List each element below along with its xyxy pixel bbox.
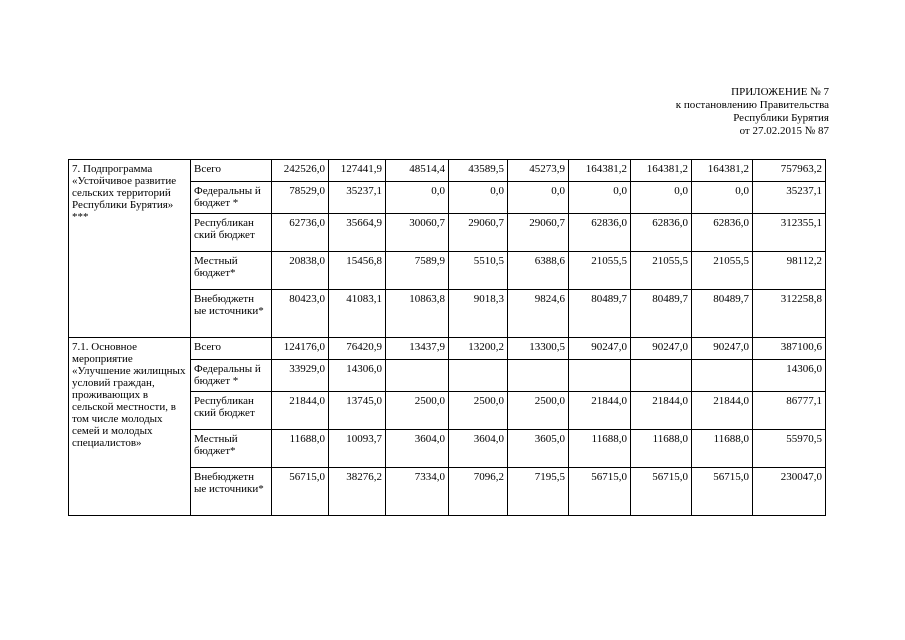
value-cell: 164381,2 xyxy=(692,160,753,182)
value-cell: 21055,5 xyxy=(569,252,631,290)
value-cell: 41083,1 xyxy=(329,290,386,338)
value-cell: 21055,5 xyxy=(631,252,692,290)
value-cell: 2500,0 xyxy=(508,392,569,430)
value-cell xyxy=(449,360,508,392)
value-cell: 2500,0 xyxy=(386,392,449,430)
funding-source: Федеральны й бюджет * xyxy=(191,360,272,392)
value-cell: 13300,5 xyxy=(508,338,569,360)
value-cell: 33929,0 xyxy=(272,360,329,392)
value-cell: 124176,0 xyxy=(272,338,329,360)
value-cell: 29060,7 xyxy=(449,214,508,252)
value-cell: 0,0 xyxy=(569,182,631,214)
value-cell: 5510,5 xyxy=(449,252,508,290)
value-cell: 21844,0 xyxy=(569,392,631,430)
value-cell: 7096,2 xyxy=(449,468,508,516)
table-row xyxy=(69,338,826,360)
value-cell: 21055,5 xyxy=(692,252,753,290)
total-cell: 14306,0 xyxy=(753,360,826,392)
funding-source: Внебюджетн ые источники* xyxy=(191,290,272,338)
value-cell: 56715,0 xyxy=(272,468,329,516)
value-cell: 0,0 xyxy=(631,182,692,214)
total-cell: 230047,0 xyxy=(753,468,826,516)
total-cell: 86777,1 xyxy=(753,392,826,430)
funding-source: Республикан ский бюджет xyxy=(191,392,272,430)
total-cell: 312355,1 xyxy=(753,214,826,252)
funding-source: Всего xyxy=(191,338,272,360)
value-cell: 43589,5 xyxy=(449,160,508,182)
value-cell: 0,0 xyxy=(692,182,753,214)
value-cell: 2500,0 xyxy=(449,392,508,430)
value-cell xyxy=(631,360,692,392)
funding-source: Федеральны й бюджет * xyxy=(191,182,272,214)
total-cell: 387100,6 xyxy=(753,338,826,360)
value-cell: 10093,7 xyxy=(329,430,386,468)
value-cell: 13200,2 xyxy=(449,338,508,360)
total-cell: 55970,5 xyxy=(753,430,826,468)
value-cell: 62836,0 xyxy=(569,214,631,252)
value-cell: 21844,0 xyxy=(631,392,692,430)
value-cell: 13437,9 xyxy=(386,338,449,360)
document-header xyxy=(676,86,829,138)
value-cell: 15456,8 xyxy=(329,252,386,290)
value-cell xyxy=(508,360,569,392)
value-cell: 164381,2 xyxy=(631,160,692,182)
funding-source: Республикан ский бюджет xyxy=(191,214,272,252)
value-cell: 90247,0 xyxy=(692,338,753,360)
value-cell: 7195,5 xyxy=(508,468,569,516)
total-cell: 35237,1 xyxy=(753,182,826,214)
value-cell: 48514,4 xyxy=(386,160,449,182)
value-cell: 45273,9 xyxy=(508,160,569,182)
value-cell: 10863,8 xyxy=(386,290,449,338)
value-cell: 80489,7 xyxy=(692,290,753,338)
value-cell: 35664,9 xyxy=(329,214,386,252)
value-cell: 35237,1 xyxy=(329,182,386,214)
value-cell: 90247,0 xyxy=(631,338,692,360)
value-cell: 9824,6 xyxy=(508,290,569,338)
value-cell: 127441,9 xyxy=(329,160,386,182)
value-cell xyxy=(692,360,753,392)
value-cell: 242526,0 xyxy=(272,160,329,182)
value-cell: 56715,0 xyxy=(692,468,753,516)
value-cell: 30060,7 xyxy=(386,214,449,252)
value-cell: 80489,7 xyxy=(569,290,631,338)
value-cell: 62836,0 xyxy=(692,214,753,252)
value-cell: 11688,0 xyxy=(692,430,753,468)
value-cell: 29060,7 xyxy=(508,214,569,252)
value-cell xyxy=(386,360,449,392)
value-cell: 62736,0 xyxy=(272,214,329,252)
value-cell: 56715,0 xyxy=(569,468,631,516)
value-cell: 7589,9 xyxy=(386,252,449,290)
funding-source: Местный бюджет* xyxy=(191,430,272,468)
total-cell: 98112,2 xyxy=(753,252,826,290)
table-row xyxy=(69,160,826,182)
value-cell: 3604,0 xyxy=(449,430,508,468)
value-cell: 38276,2 xyxy=(329,468,386,516)
value-cell: 11688,0 xyxy=(272,430,329,468)
value-cell: 0,0 xyxy=(508,182,569,214)
resolution-ref: к постановлению Правительства xyxy=(675,99,829,111)
value-cell: 9018,3 xyxy=(449,290,508,338)
value-cell: 90247,0 xyxy=(569,338,631,360)
value-cell: 76420,9 xyxy=(329,338,386,360)
value-cell: 3605,0 xyxy=(508,430,569,468)
republic-name: Республики Бурятия xyxy=(733,112,829,124)
value-cell: 11688,0 xyxy=(569,430,631,468)
budget-table xyxy=(68,159,826,516)
resolution-date: от 27.02.2015 № 87 xyxy=(739,125,829,137)
program-title: 7.1. Основное мероприятие «Улучшение жилищных условий граждан, проживающих в сельской местности, в том числе молодых семей и молодых специалистов» xyxy=(69,338,191,516)
program-title: 7. Подпрограмма «Устойчивое развитие сельских территорий Республики Бурятия» *** xyxy=(69,160,191,338)
value-cell: 0,0 xyxy=(449,182,508,214)
value-cell: 13745,0 xyxy=(329,392,386,430)
value-cell: 62836,0 xyxy=(631,214,692,252)
value-cell: 0,0 xyxy=(386,182,449,214)
value-cell: 78529,0 xyxy=(272,182,329,214)
value-cell: 11688,0 xyxy=(631,430,692,468)
total-cell: 757963,2 xyxy=(753,160,826,182)
value-cell: 6388,6 xyxy=(508,252,569,290)
value-cell: 21844,0 xyxy=(272,392,329,430)
funding-source: Местный бюджет* xyxy=(191,252,272,290)
value-cell: 3604,0 xyxy=(386,430,449,468)
value-cell: 20838,0 xyxy=(272,252,329,290)
value-cell: 7334,0 xyxy=(386,468,449,516)
value-cell: 14306,0 xyxy=(329,360,386,392)
value-cell: 80489,7 xyxy=(631,290,692,338)
funding-source: Всего xyxy=(191,160,272,182)
value-cell xyxy=(569,360,631,392)
value-cell: 56715,0 xyxy=(631,468,692,516)
appendix-number: ПРИЛОЖЕНИЕ № 7 xyxy=(731,86,829,98)
value-cell: 80423,0 xyxy=(272,290,329,338)
funding-source: Внебюджетн ые источники* xyxy=(191,468,272,516)
value-cell: 21844,0 xyxy=(692,392,753,430)
value-cell: 164381,2 xyxy=(569,160,631,182)
total-cell: 312258,8 xyxy=(753,290,826,338)
